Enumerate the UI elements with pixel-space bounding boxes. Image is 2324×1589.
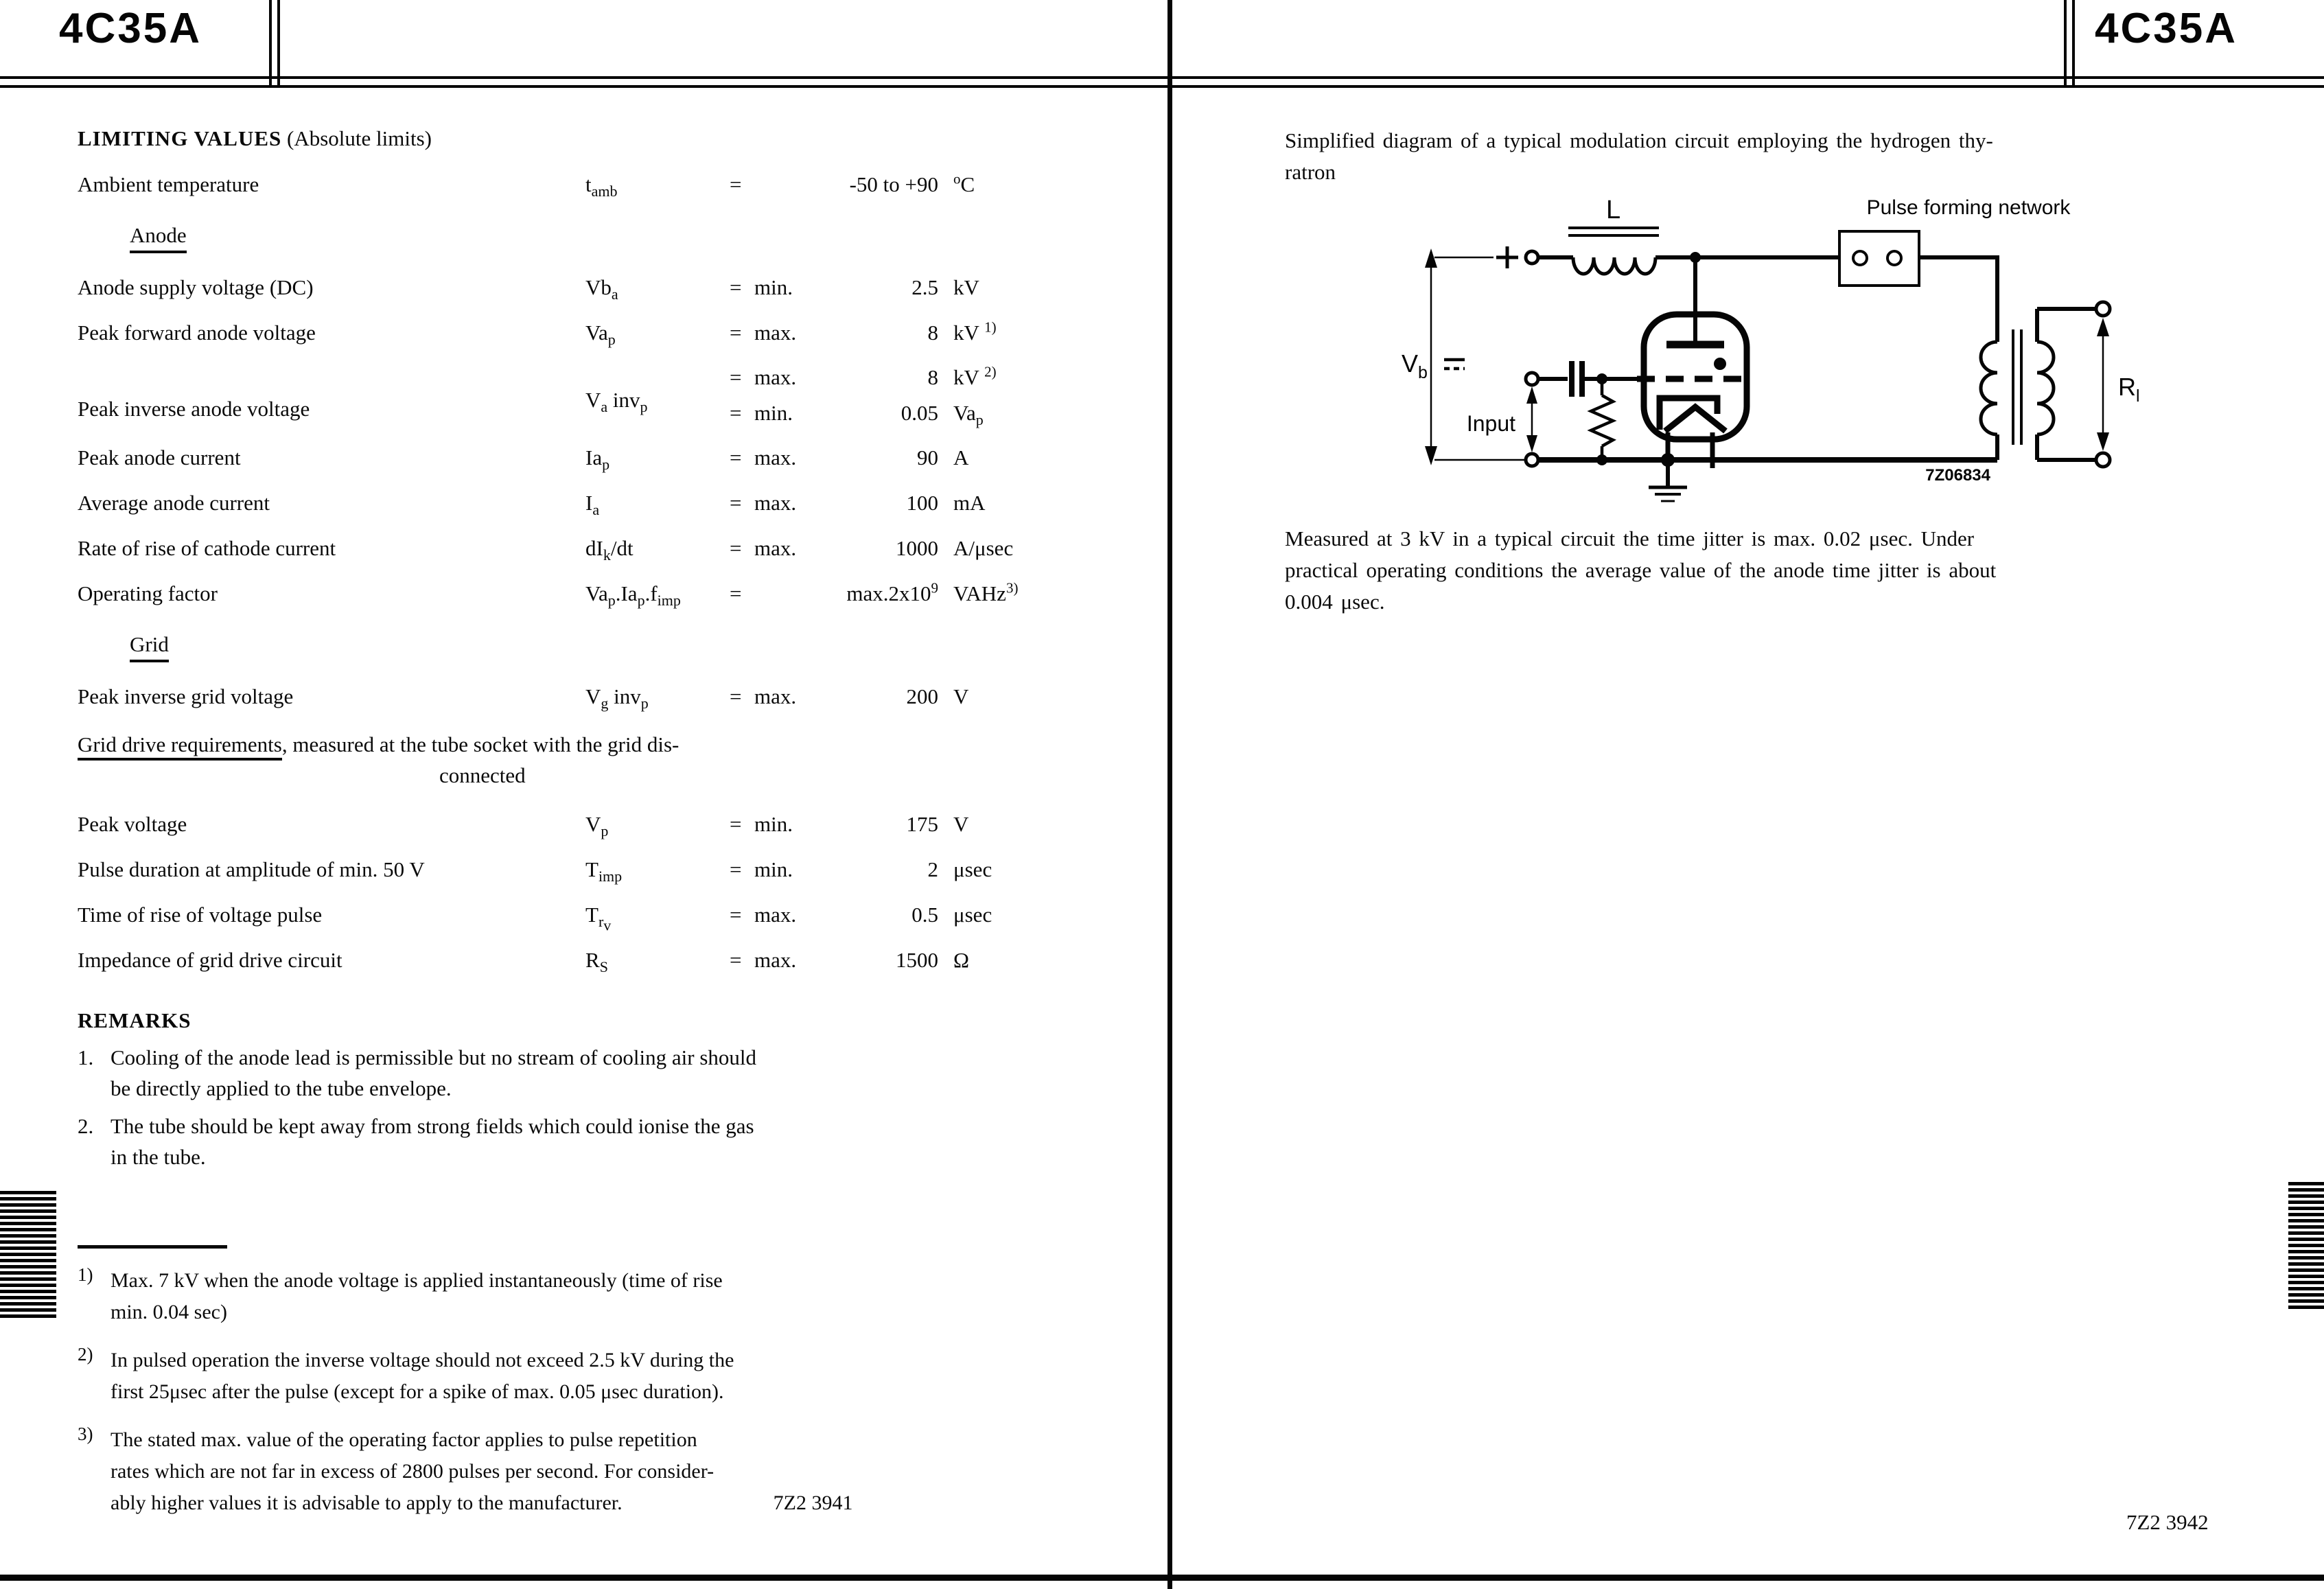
right-edge-registration-mark [2288, 1182, 2324, 1310]
subheading-underline: Grid drive requirements [78, 732, 282, 761]
table-section-heading [78, 207, 1085, 265]
row-value: 1000 [896, 536, 938, 560]
row-unit: $^o$C [953, 170, 975, 196]
row-unit: A [953, 445, 969, 469]
jitter-paragraph [1285, 523, 2297, 618]
plus-terminal [1496, 246, 1538, 268]
footnote-lines [111, 1424, 852, 1519]
row-label: Peak inverse anode voltage [78, 397, 310, 421]
scan-bottom-edge [0, 1575, 2324, 1581]
row-unit: μsec [953, 857, 992, 881]
row-value: 90 [917, 445, 938, 469]
load-dimension [2097, 318, 2109, 451]
row-qualifier: max. [754, 321, 797, 345]
remark-number: 1. [78, 1045, 94, 1069]
footnote-lines [111, 1345, 734, 1408]
row-value: 2 [927, 857, 938, 881]
row-qualifier: max. [754, 365, 797, 389]
left-page-code: 7Z2 3941 [773, 1492, 853, 1514]
row-unit: μsec [953, 903, 992, 927]
capacitor-symbol [1572, 361, 1582, 397]
row-value-line [730, 360, 1077, 395]
row-value: 1500 [896, 948, 938, 972]
text-line: ratron [1285, 160, 1336, 184]
footnote-ref: 1) [78, 1264, 93, 1285]
table-row [78, 526, 1085, 571]
footnote-item [78, 1345, 1085, 1408]
text-line: 0.004 μsec. [1285, 590, 1385, 614]
right-page-title: 4C35A [2095, 5, 2238, 52]
table-row [78, 571, 1085, 616]
row-label: Impedance of grid drive circuit [78, 948, 342, 972]
equals-sign: = [730, 321, 742, 345]
row-symbol: $T_{r_v}$ [585, 903, 612, 934]
table-row [78, 938, 1085, 983]
equals-sign: = [730, 581, 742, 605]
text-line: min. 0.04 sec) [111, 1301, 227, 1323]
section-title-rest: (Absolute limits) [281, 126, 432, 150]
row-label: Pulse duration at amplitude of min. 50 V [78, 857, 425, 881]
table-row [78, 265, 1085, 310]
row-qualifier: min. [754, 401, 793, 425]
left-page-title: 4C35A [59, 5, 202, 52]
section-title-bold: LIMITING VALUES [78, 126, 282, 150]
equals-sign: = [730, 948, 742, 972]
limiting-values-section [78, 125, 1085, 1519]
text-line: ably higher values it is advisable to apply to the manufacturer. 7Z2 3941 [111, 1487, 852, 1519]
row-label: Average anode current [78, 491, 270, 515]
row-value: -50 to +90 [849, 172, 938, 196]
table-subheading [78, 729, 1085, 791]
row-unit: VAHz$^{3)}$ [953, 579, 1019, 605]
row-value: 175 [906, 812, 938, 836]
left-header-vertical-rule-2 [277, 0, 280, 86]
text-line: practical operating conditions the average value of the anode time jitter is about [1285, 558, 1997, 582]
bottom-terminal [1526, 454, 1538, 466]
remark-item [78, 1111, 1085, 1172]
row-qualifier: max. [754, 903, 797, 927]
text-line: The tube should be kept away from strong fields which could ionise the gas [111, 1114, 754, 1138]
table-row [78, 162, 1085, 207]
text-line: In pulsed operation the inverse voltage should not exceed 2.5 kV during the [111, 1349, 734, 1371]
section-underline: Grid [130, 631, 169, 662]
row-symbol: $V_g$ inv$_p$ [585, 684, 649, 712]
row-symbol: $Ia_p$ [585, 445, 610, 474]
row-label: Operating factor [78, 581, 218, 605]
row-unit: kV $^{2)}$ [953, 363, 997, 389]
row-value: 0.05 [900, 401, 938, 425]
row-label: Peak inverse grid voltage [78, 684, 294, 708]
row-qualifier: max. [754, 445, 797, 469]
table-row [78, 435, 1085, 480]
row-label: Ambient temperature [78, 172, 259, 196]
right-page-code: 7Z2 3942 [2126, 1510, 2209, 1534]
row-value: 0.5 [911, 903, 938, 927]
subheading-continuation: connected [439, 763, 526, 787]
table-row [78, 892, 1085, 938]
dc-symbol [1444, 360, 1465, 369]
subheading-rest: , measured at the tube socket with the grid dis- [281, 732, 679, 756]
row-symbol: $Va_p.Ia_p.f_{imp}$ [585, 581, 681, 610]
remark-lines [111, 1111, 754, 1172]
equals-sign: = [730, 684, 742, 708]
pfn-label: Pulse forming network [1866, 196, 2071, 219]
right-header-vertical-rule-1 [2064, 0, 2067, 86]
footnote-ref: 3) [78, 1424, 93, 1444]
input-dimension [1526, 386, 1537, 452]
table-row [78, 356, 1085, 435]
row-qualifier: min. [754, 857, 793, 881]
row-symbol: $V_a$ inv$_p$ [585, 388, 648, 416]
row-unit: mA [953, 491, 986, 515]
row-label: Rate of rise of cathode current [78, 536, 336, 560]
remarks-heading: REMARKS [78, 1008, 191, 1032]
diagram-caption [1285, 125, 2297, 188]
input-label: Input [1466, 411, 1515, 436]
left-header-vertical-rule-1 [269, 0, 272, 86]
right-header-vertical-rule-2 [2072, 0, 2075, 86]
row-unit: V [953, 684, 969, 708]
row-label: Peak voltage [78, 812, 187, 836]
row-qualifier: min. [754, 812, 793, 836]
row-qualifier: min. [754, 275, 793, 299]
ground-symbol [1649, 460, 1687, 501]
row-value-line [730, 395, 1077, 431]
row-value: 8 [927, 321, 938, 345]
row-unit: $Va_p$ [953, 401, 984, 429]
text-line: Simplified diagram of a typical modulation circuit employing the hydrogen thy- [1285, 128, 1993, 152]
row-value: 100 [906, 491, 938, 515]
page-spine-divider [1167, 0, 1172, 1589]
row-symbol: $Vb_a$ [585, 275, 618, 303]
inductor-symbol [1568, 228, 1659, 274]
table-section-heading [78, 616, 1085, 674]
equals-sign: = [730, 491, 742, 515]
row-symbol: $R_S$ [585, 948, 608, 976]
supply-voltage-label: $V_b$ [1402, 349, 1428, 382]
text-line: The stated max. value of the operating factor applies to pulse repetition [111, 1428, 697, 1451]
row-label: Peak forward anode voltage [78, 321, 316, 345]
row-qualifier: max. [754, 948, 797, 972]
table-row [78, 847, 1085, 892]
limiting-values-table [78, 162, 1085, 983]
subheading-line [78, 729, 1085, 761]
text-line: Max. 7 kV when the anode voltage is applied instantaneously (time of rise [111, 1269, 723, 1292]
row-value: $\max.2x10^9$ [846, 579, 938, 605]
row-symbol: $t_{amb}$ [585, 172, 618, 200]
modulation-circuit-diagram [1400, 192, 2155, 508]
row-unit: Ω [953, 948, 970, 972]
equals-sign: = [730, 903, 742, 927]
row-qualifier: max. [754, 536, 797, 560]
equals-sign: = [730, 365, 742, 389]
row-symbol: $V_p$ [585, 812, 609, 840]
right-header-rule-top [1172, 76, 2324, 79]
thyratron-symbol [1637, 257, 1747, 468]
equals-sign: = [730, 445, 742, 469]
text-line: be directly applied to the tube envelope. [111, 1076, 452, 1100]
junction-dot [1596, 454, 1607, 465]
table-row [78, 802, 1085, 847]
table-row [78, 480, 1085, 526]
footnote-lines [111, 1265, 723, 1328]
equals-sign: = [730, 536, 742, 560]
text-line: Cooling of the anode lead is permissible but no stream of cooling air should [111, 1045, 757, 1069]
footnote-item [78, 1424, 1085, 1519]
footnotes-list [78, 1265, 1085, 1519]
right-header-rule-bottom [1172, 85, 2324, 88]
equals-sign: = [730, 172, 742, 196]
inductor-label: L [1606, 196, 1621, 224]
row-label: Peak anode current [78, 445, 241, 469]
row-symbol: $T_{imp}$ [585, 857, 623, 885]
row-qualifier: max. [754, 491, 797, 515]
row-unit: V [953, 812, 969, 836]
diagram-code: 7Z06834 [1925, 466, 1990, 485]
row-unit: kV $^{1)}$ [953, 318, 997, 345]
equals-sign: = [730, 275, 742, 299]
row-symbol: $dI_k/dt$ [585, 536, 634, 564]
text-line: first 25μsec after the pulse (except for a spike of max. 0.05 μsec duration). [111, 1380, 724, 1403]
row-value: 8 [927, 365, 938, 389]
remark-item [78, 1042, 1085, 1104]
text-line: in the tube. [111, 1145, 206, 1169]
pulse-forming-network-box [1839, 231, 1919, 286]
row-label: Time of rise of voltage pulse [78, 903, 323, 927]
table-row [78, 310, 1085, 356]
row-unit: kV [953, 275, 979, 299]
left-edge-registration-mark [0, 1191, 56, 1320]
row-value-stack [730, 356, 1077, 435]
row-symbol: $Va_p$ [585, 321, 616, 349]
text-line: Measured at 3 kV in a typical circuit the time jitter is max. 0.02 μsec. Under [1285, 526, 1975, 550]
equals-sign: = [730, 857, 742, 881]
equals-sign: = [730, 401, 742, 425]
section-title [78, 125, 1085, 152]
load-terminal-bottom [2096, 453, 2110, 467]
left-header-rule-bottom [0, 85, 1167, 88]
row-unit: A/μsec [953, 536, 1014, 560]
junction-dot [1596, 373, 1607, 384]
row-value: 200 [906, 684, 938, 708]
remark-number: 2. [78, 1114, 94, 1138]
load-terminal-top [2096, 302, 2110, 316]
row-symbol: $I_a$ [585, 491, 600, 519]
footnote-separator-rule [78, 1245, 227, 1249]
row-value: 2.5 [911, 275, 938, 299]
remark-lines [111, 1042, 756, 1104]
text-line: rates which are not far in excess of 2800 pulses per second. For consider- [111, 1460, 714, 1483]
equals-sign: = [730, 812, 742, 836]
left-header-rule-top [0, 76, 1167, 79]
resistor-symbol [1591, 383, 1613, 460]
row-label: Anode supply voltage (DC) [78, 275, 314, 299]
table-row [78, 674, 1085, 719]
footnote-item [78, 1265, 1085, 1328]
row-qualifier: max. [754, 684, 797, 708]
footnote-ref: 2) [78, 1344, 93, 1365]
input-terminal [1526, 373, 1538, 385]
remarks-list [78, 1042, 1085, 1172]
section-underline: Anode [130, 222, 187, 253]
load-label: $R_l$ [2118, 373, 2140, 406]
